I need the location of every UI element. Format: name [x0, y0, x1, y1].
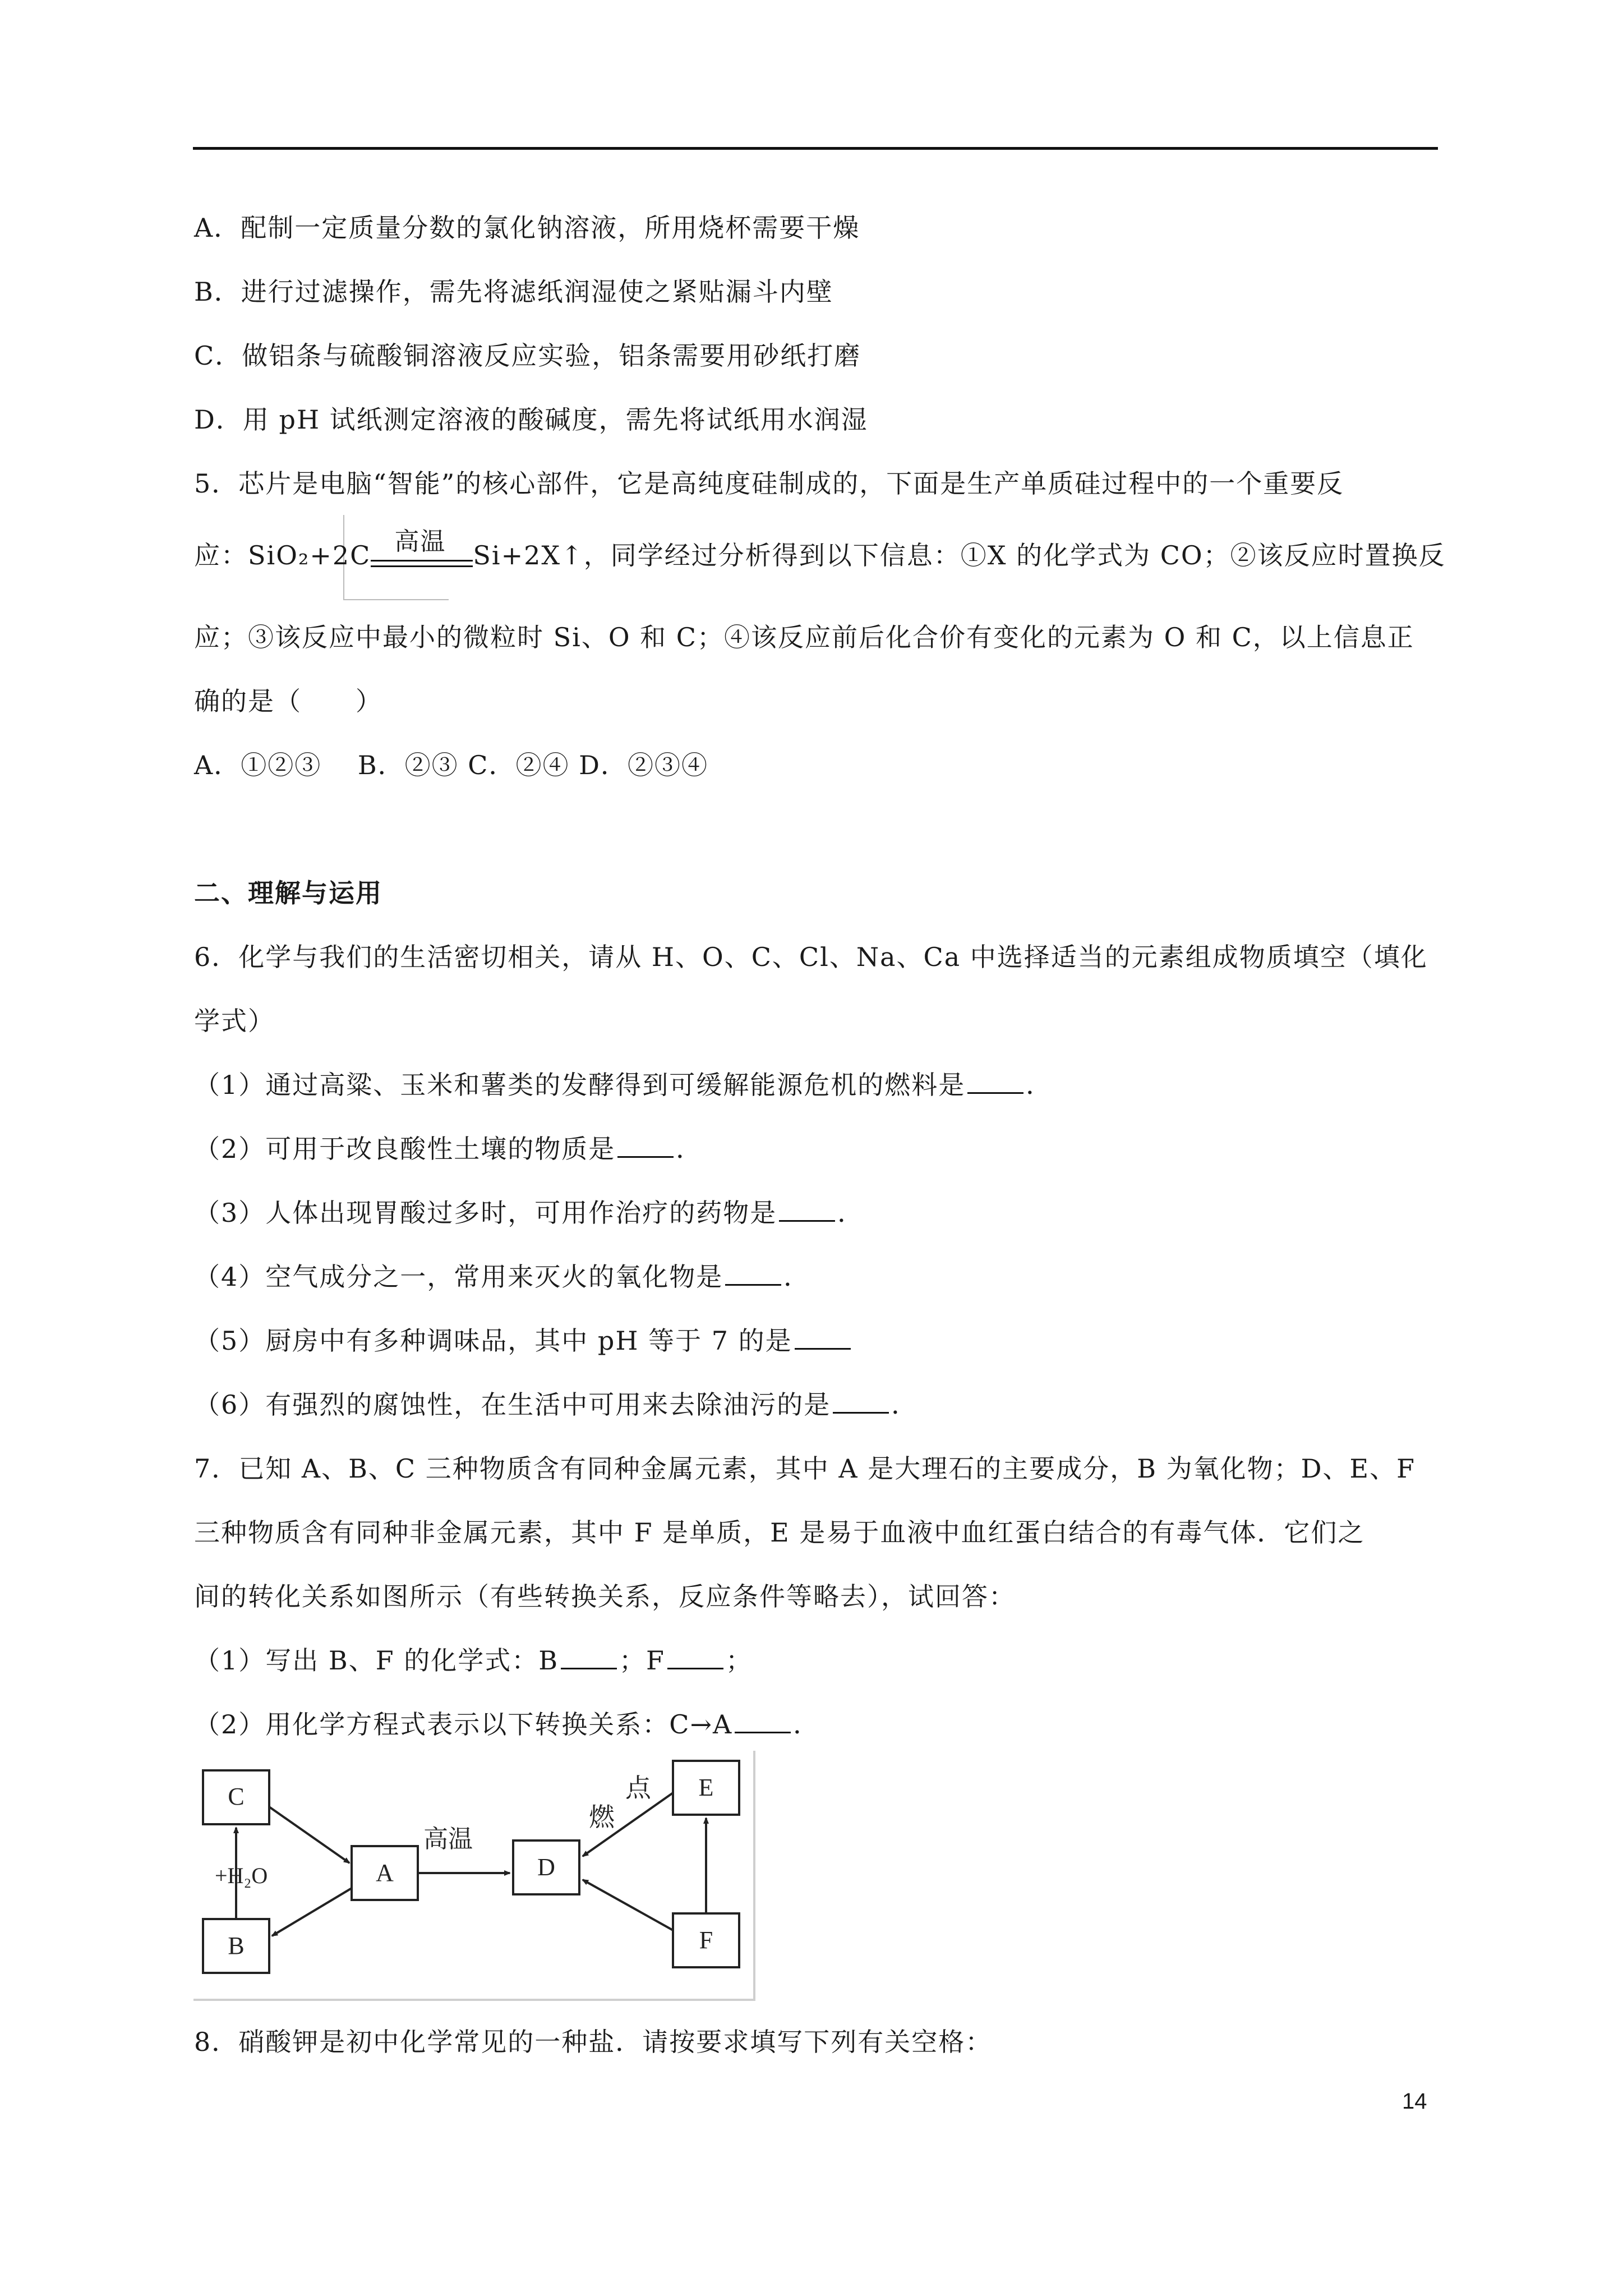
answer-blank[interactable] — [725, 1262, 781, 1286]
period: ． — [891, 1389, 919, 1420]
answer-blank[interactable] — [795, 1326, 851, 1350]
answer-blank-b[interactable] — [561, 1645, 617, 1669]
arrow-a-to-b — [272, 1888, 352, 1936]
label-ignite-bottom: 燃 — [589, 1803, 615, 1832]
q7-item-1-text: （1）写出 B、F 的化学式：B — [194, 1645, 559, 1676]
q6-item-4 — [194, 1260, 810, 1294]
node-d: D — [537, 1853, 555, 1881]
q7-item-1 — [194, 1644, 753, 1677]
q7-item-2-text: （2）用化学方程式表示以下转换关系：C→A — [194, 1709, 733, 1740]
q6-item-4-text: （4）空气成分之一，常用来灭火的氧化物是 — [194, 1262, 723, 1292]
q5-options: A．①②③ B．②③ C．②④ D．②③④ — [194, 750, 708, 780]
equals-bar-bottom — [371, 565, 473, 567]
q7-item-1-end: ； — [725, 1645, 753, 1676]
q5-equation-left: 应：SiO₂+2C — [194, 540, 371, 570]
page-number: 14 — [1402, 2089, 1427, 2114]
q7-item-2 — [194, 1708, 820, 1741]
q7-stem-line2: 三种物质含有同种非金属元素，其中 F 是单质，E 是易于血液中血红蛋白结合的有毒气体．它们之 — [194, 1517, 1365, 1548]
q6-item-3 — [194, 1196, 864, 1230]
q6-stem-line2: 学式） — [194, 1006, 275, 1036]
period: ． — [1026, 1070, 1053, 1100]
q5-stem-line1: 5．芯片是电脑“智能”的核心部件，它是高纯度硅制成的，下面是生产单质硅过程中的一个重要反 — [194, 468, 1344, 499]
label-ignite-top: 点 — [625, 1774, 651, 1802]
q5-stem-line4: 确的是（ ） — [194, 686, 382, 716]
q6-item-2 — [194, 1132, 703, 1166]
q5-stem-line2 — [194, 527, 1446, 574]
conversion-diagram — [193, 1751, 753, 1999]
q7-item-1-mid: ；F — [619, 1645, 665, 1676]
q7-stem-line1: 7．已知 A、B、C 三种物质含有同种金属元素，其中 A 是大理石的主要成分，B 为氧化物；D、E、F — [194, 1453, 1415, 1484]
q5-equation-right: Si+2X↑，同学经过分析得到以下信息：①X 的化学式为 CO；②该反应时置换反 — [473, 540, 1446, 570]
node-c: C — [228, 1783, 245, 1810]
period: ． — [783, 1262, 811, 1292]
arrow-c-to-a — [269, 1807, 349, 1863]
q6-item-1 — [194, 1068, 1053, 1102]
q4-option-c: C．做铝条与硫酸铜溶液反应实验，铝条需要用砂纸打磨 — [194, 341, 861, 371]
q6-item-3-text: （3）人体出现胃酸过多时，可用作治疗的药物是 — [194, 1198, 777, 1228]
q6-item-2-text: （2）可用于改良酸性土壤的物质是 — [194, 1134, 616, 1164]
node-e: E — [698, 1774, 714, 1801]
q4-option-d: D．用 pH 试纸测定溶液的酸碱度，需先将试纸用水润湿 — [194, 404, 868, 435]
q6-item-6-text: （6）有强烈的腐蚀性，在生活中可用来去除油污的是 — [194, 1389, 831, 1420]
period: ． — [837, 1198, 865, 1228]
reaction-condition — [371, 527, 473, 574]
q6-item-1-text: （1）通过高粱、玉米和薯类的发酵得到可缓解能源危机的燃料是 — [194, 1070, 966, 1100]
q4-option-a: A．配制一定质量分数的氯化钠溶液，所用烧杯需要干燥 — [194, 213, 860, 243]
q4-option-b: B．进行过滤操作，需先将滤纸润湿使之紧贴漏斗内壁 — [194, 277, 833, 307]
period: ． — [793, 1709, 820, 1740]
answer-blank[interactable] — [779, 1198, 835, 1222]
answer-blank[interactable] — [735, 1709, 791, 1733]
answer-blank-f[interactable] — [667, 1645, 723, 1669]
q8-stem-line1: 8．硝酸钾是初中化学常见的一种盐．请按要求填写下列有关空格： — [194, 2027, 993, 2057]
label-water: +H₂O — [215, 1863, 268, 1888]
reaction-condition-label: 高温 — [394, 527, 446, 556]
node-f: F — [699, 1926, 713, 1954]
equals-bar-top — [371, 560, 473, 562]
q6-item-6 — [194, 1388, 918, 1421]
answer-blank[interactable] — [617, 1134, 674, 1158]
q7-stem-line3: 间的转化关系如图所示（有些转换关系，反应条件等略去），试回答： — [194, 1581, 1016, 1612]
q5-stem-line3: 应；③该反应中最小的微粒时 Si、O 和 C；④该反应前后化合价有变化的元素为 O 和 C，以上信息正 — [194, 622, 1414, 652]
header-rule — [193, 147, 1438, 150]
section-heading: 二、理解与运用 — [194, 878, 382, 908]
q6-stem-line1: 6．化学与我们的生活密切相关，请从 H、O、C、Cl、Na、Ca 中选择适当的元素组成物质填空（填化 — [194, 942, 1428, 972]
answer-blank[interactable] — [833, 1389, 889, 1414]
answer-blank[interactable] — [967, 1070, 1023, 1094]
q6-item-5 — [194, 1324, 853, 1358]
label-high-temp: 高温 — [423, 1825, 473, 1853]
node-a: A — [376, 1859, 394, 1887]
arrow-f-to-d — [583, 1880, 673, 1930]
period: ． — [676, 1134, 703, 1164]
diagram-svg — [193, 1751, 753, 1999]
q6-item-5-text: （5）厨房中有多种调味品，其中 pH 等于 7 的是 — [194, 1326, 792, 1356]
node-b: B — [228, 1932, 245, 1959]
